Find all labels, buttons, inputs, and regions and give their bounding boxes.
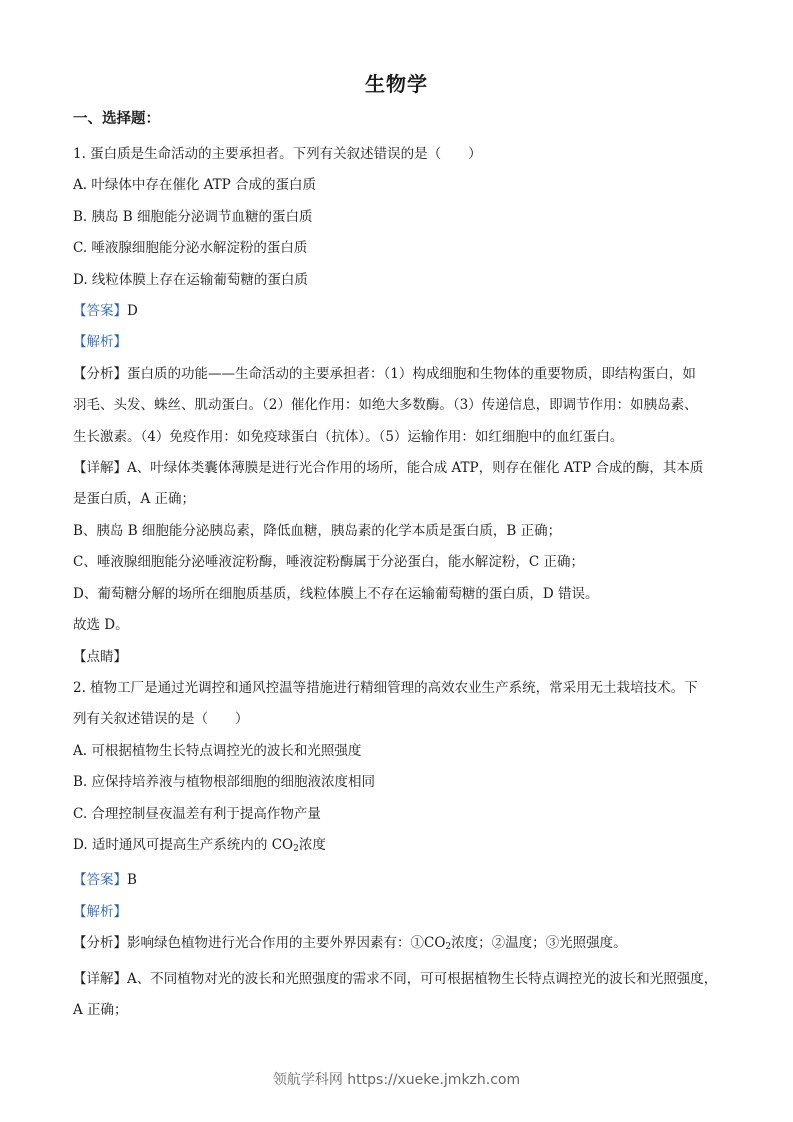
fenxi-suffix: 浓度；②温度；③光照强度。 <box>451 935 627 952</box>
co2-subscript: 2 <box>293 843 299 854</box>
page-title: 生物学 <box>365 72 428 96</box>
answer-tag: 【答案】 <box>73 872 127 889</box>
q1-dianjing <box>73 642 723 673</box>
fenxi-tag: 【分析】 <box>73 365 127 382</box>
q1-fenxi-line-1 <box>73 359 723 390</box>
xiangjie-tag: 【详解】 <box>73 970 127 987</box>
document-body <box>73 108 723 1026</box>
section-heading: 一、选择题： <box>73 110 160 127</box>
xiangjie-text: A、叶绿体类囊体薄膜是进行光合作用的场所，能合成 ATP，则存在催化 ATP 合成的酶，其本质 <box>127 460 704 477</box>
dianjing-tag: 【点睛】 <box>73 648 127 665</box>
q1-analysis-tag <box>73 327 723 358</box>
question-2-stem-line-2: 列有关叙述错误的是（ ） <box>73 711 249 728</box>
question-2-stem-line-1: 2. 植物工厂是通过光调控和通风控温等措施进行精细管理的高效农业生产系统，常采用无土栽培技术。下 <box>73 679 698 696</box>
fenxi-tag: 【分析】 <box>73 935 127 952</box>
q1-xiangjie-line-5: D、葡萄糖分解的场所在细胞质基质，线粒体膜上不存在运输葡萄糖的蛋白质，D 错误。 <box>73 585 599 602</box>
q2-xiangjie-line-2: A 正确； <box>73 1001 128 1018</box>
q1-option-c: C. 唾液腺细胞能分泌水解淀粉的蛋白质 <box>73 240 308 257</box>
option-d-suffix: 浓度 <box>298 836 326 853</box>
q1-option-a: A. 叶绿体中存在催化 ATP 合成的蛋白质 <box>73 177 317 194</box>
analysis-tag: 【解析】 <box>73 334 127 351</box>
q2-fenxi-line <box>73 928 723 963</box>
q1-fenxi-line-2: 羽毛、头发、蛛丝、肌动蛋白。（2）催化作用：如绝大多数酶。（3）传递信息，即调节作用：如胰岛素、 <box>73 397 698 414</box>
q1-option-d: D. 线粒体膜上存在运输葡萄糖的蛋白质 <box>73 271 308 288</box>
q1-xiangjie-line-3: B、胰岛 B 细胞能分泌胰岛素，降低血糖，胰岛素的化学本质是蛋白质，B 正确； <box>73 522 562 539</box>
q1-xiangjie-line-4: C、唾液腺细胞能分泌唾液淀粉酶，唾液淀粉酶属于分泌蛋白，能水解淀粉，C 正确； <box>73 554 584 571</box>
q2-analysis-tag <box>73 897 723 928</box>
answer-value: B <box>127 872 137 889</box>
option-d-text: D. 适时通风可提高生产系统内的 CO <box>73 836 294 853</box>
q1-xiangjie-line-1 <box>73 453 723 484</box>
q2-option-a: A. 可根据植物生长特点调控光的波长和光照强度 <box>73 742 362 759</box>
q1-xiangjie-line-2: 是蛋白质，A 正确； <box>73 491 196 508</box>
analysis-tag: 【解析】 <box>73 903 127 920</box>
xiangjie-tag: 【详解】 <box>73 460 127 477</box>
footer-watermark: 领航学科网 https://xueke.jmkzh.com <box>272 1072 521 1088</box>
answer-tag: 【答案】 <box>73 303 127 320</box>
xiangjie-text: A、不同植物对光的波长和光照强度的需求不同，可可根据植物生长特点调控光的波长和光照强度， <box>127 970 718 987</box>
q1-fenxi-line-3: 生长激素。（4）免疫作用：如免疫球蛋白（抗体）。（5）运输作用：如红细胞中的血红蛋白。 <box>73 428 624 445</box>
answer-value: D <box>127 303 138 320</box>
q2-option-d <box>73 830 723 865</box>
question-1-stem: 1. 蛋白质是生命活动的主要承担者。下列有关叙述错误的是（ ） <box>73 146 482 162</box>
q1-answer <box>73 296 723 327</box>
q1-option-b: B. 胰岛 B 细胞能分泌调节血糖的蛋白质 <box>73 208 313 225</box>
co2-subscript: 2 <box>445 942 452 953</box>
fenxi-text: 蛋白质的功能——生命活动的主要承担者：（1）构成细胞和生物体的重要物质，即结构蛋白，如 <box>127 365 696 382</box>
q2-option-b: B. 应保持培养液与植物根部细胞的细胞液浓度相同 <box>73 774 376 791</box>
fenxi-text: 影响绿色植物进行光合作用的主要外界因素有：①CO <box>127 935 446 952</box>
q2-option-c: C. 合理控制昼夜温差有利于提高作物产量 <box>73 805 321 822</box>
q1-xiangjie-line-6: 故选 D。 <box>73 617 129 634</box>
q2-answer <box>73 865 723 896</box>
q2-xiangjie-line-1 <box>73 964 723 995</box>
